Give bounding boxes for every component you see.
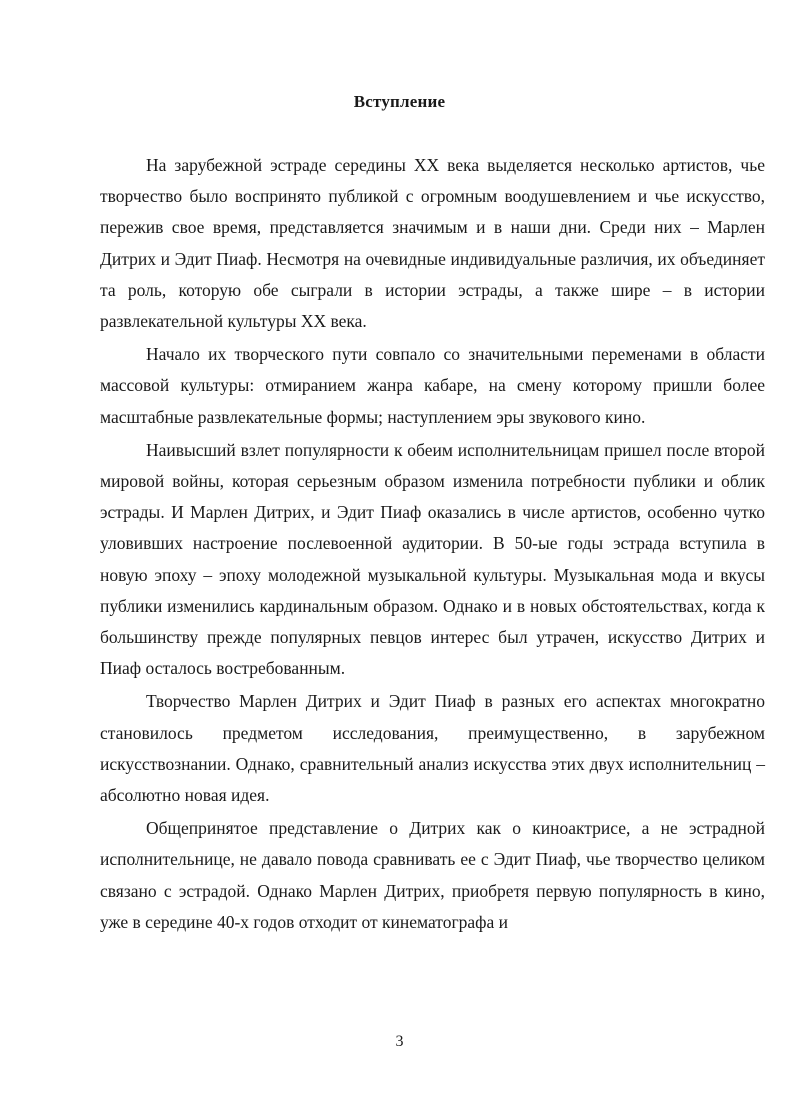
body-text [100,150,765,938]
paragraph: Общепринятое представление о Дитрих как о киноактрисе, а не эстрадной исполнительнице, не давало повода сравнивать ее с Эдит Пиаф, чье творчество целиком связано с эстрадой. Однако Марлен Дитрих, приобретя первую популярность в кино, уже в середине 40-х годов отходит от кинематографа и [100,818,765,932]
page-title: Вступление [353,92,446,111]
page-number: 3 [395,1033,404,1050]
paragraph: На зарубежной эстраде середины XX века выделяется несколько артистов, чье творчество было воспринято публикой с огромным воодушевлением и чье искусство, пережив свое время, представляется значимым и в наши дни. Среди них – Марлен Дитрих и Эдит Пиаф. Несмотря на очевидные индивидуальные различия, их объединяет та роль, которую обе сыграли в истории эстрады, а также шире – в истории развлекательной культуры XX века. [100,155,765,332]
paragraph: Начало их творческого пути совпало со значительными переменами в области массовой культуры: отмиранием жанра кабаре, на смену которому пришли более масштабные развлекательные формы; наступлением эры звукового кино. [100,344,765,427]
paragraph: Наивысший взлет популярности к обеим исполнительницам пришел после второй мировой войны, которая серьезным образом изменила потребности публики и облик эстрады. И Марлен Дитрих, и Эдит Пиаф оказались в числе артистов, особенно чутко уловивших настроение послевоенной аудитории. В 50-ые годы эстрада вступила в новую эпоху – эпоху молодежной музыкальной культуры. Музыкальная мода и вкусы публики изменились кардинальным образом. Однако и в новых обстоятельствах, когда к большинству прежде популярных певцов интерес был утрачен, искусство Дитрих и Пиаф осталось востребованным. [100,439,765,679]
paragraph: Творчество Марлен Дитрих и Эдит Пиаф в разных его аспектах многократно становилось предметом исследования, преимущественно, в зарубежном искусствознании. Однако, сравнительный анализ искусства этих двух исполнительниц – абсолютно новая идея. [100,691,765,806]
